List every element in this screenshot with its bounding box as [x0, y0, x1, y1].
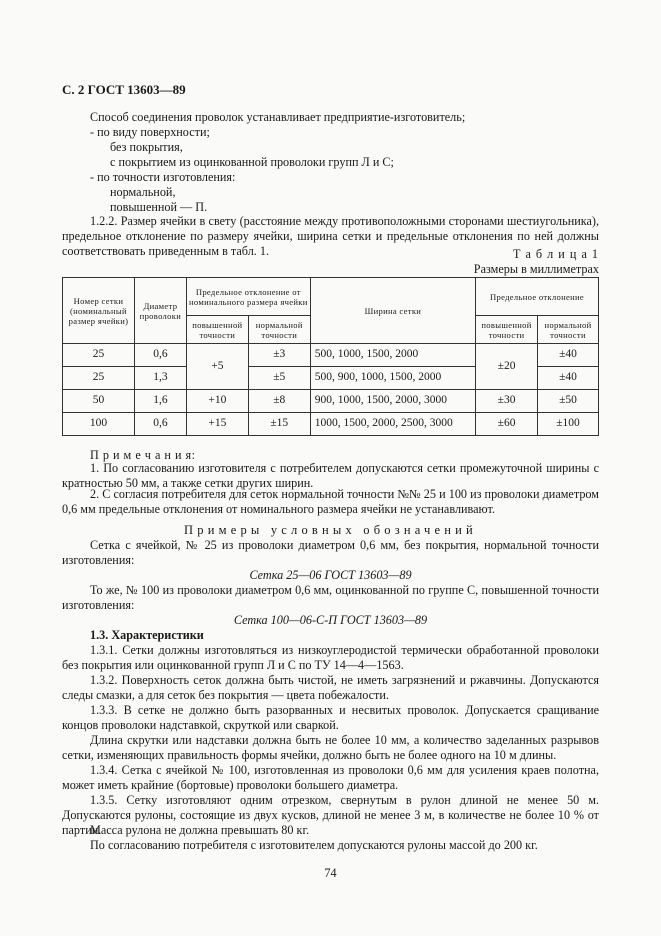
cell: ±40	[538, 367, 599, 390]
table-row	[63, 344, 599, 367]
paragraph-1-3-3-b: Длина скрутки или надставки должна быть не более 10 мм, а количество заделанных разрывов сетки, изменяющих правильность формы ячейки, должно быть не более одного на 10 м длины.	[62, 733, 599, 763]
cell: ±8	[248, 390, 310, 413]
cell: ±5	[248, 367, 310, 390]
paragraph-1-3-2: 1.3.2. Поверхность сеток должна быть чистой, не иметь загрязнений и ржавчины. Допускаются следы смазки, а для сеток без покрытия — цвета побежалости.	[62, 673, 599, 703]
col-header-normal: нормальной точности	[248, 316, 310, 344]
cell: ±60	[476, 413, 538, 436]
cell: ±3	[248, 344, 310, 367]
paragraph-1-3-5-c: По согласованию потребителя с изготовителем допускаются рулоны массой до 200 кг.	[90, 838, 538, 852]
table-caption: Т а б л и ц а 1	[512, 247, 599, 261]
intro-line: - по виду поверхности;	[90, 125, 210, 139]
table-row	[63, 413, 599, 436]
cell: ±40	[538, 344, 599, 367]
note-2: 2. С согласия потребителя для сеток нормальной точности №№ 25 и 100 из проволоки диаметром 0,6 мм предельные отклонения от номинального размера ячейки не устанавливают.	[62, 487, 599, 517]
col-header-increased: повышенной точности	[186, 316, 248, 344]
intro-line: Способ соединения проволок устанавливает предприятие-изготовитель;	[90, 110, 466, 124]
cell: 0,6	[134, 413, 186, 436]
examples-title: Примеры условных обозначений	[184, 523, 477, 537]
intro-line: повышенной — П.	[110, 200, 208, 214]
note-1: 1. По согласованию изготовителя с потребителем допускаются сетки промежуточной ширины с кратностью 50 мм, а также сетки других ширин.	[62, 461, 599, 491]
intro-line: нормальной,	[110, 185, 176, 199]
col-header-deviation: Предельное отклонение	[476, 278, 599, 316]
col-header-normal: нормальной точности	[538, 316, 599, 344]
paragraph-1-3-1: 1.3.1. Сетки должны изготовляться из низкоуглеродистой термически обработанной проволоки без покрытия или оцинкованной групп Л и С по ТУ 14—4—1563.	[62, 643, 599, 673]
paragraph-1-3-3: 1.3.3. В сетке не должно быть разорванных и несвитых проволок. Допускается сращивание концов проволоки надставкой, скруткой или сваркой.	[62, 703, 599, 733]
cell: 1,6	[134, 390, 186, 413]
col-header-diameter: Диаметр проволоки	[134, 278, 186, 344]
table-units: Размеры в миллиметрах	[473, 262, 599, 276]
cell: 100	[63, 413, 135, 436]
table-1	[62, 277, 599, 436]
cell: 50	[63, 390, 135, 413]
intro-line: с покрытием из оцинкованной проволоки групп Л и С;	[110, 155, 394, 169]
example-2: То же, № 100 из проволоки диаметром 0,6 мм, оцинкованной по группе С, повышенной точности изготовления:	[62, 583, 599, 613]
paragraph-1-3-5-b: Масса рулона не должна превышать 80 кг.	[90, 823, 310, 837]
paragraph-1-3-4: 1.3.4. Сетка с ячейкой № 100, изготовленная из проволоки 0,6 мм для усиления краев полотна, может иметь крайние (бортовые) проволоки большего диаметра.	[62, 763, 599, 793]
example-1: Сетка с ячейкой, № 25 из проволоки диаметром 0,6 мм, без покрытия, нормальной точности изготовления:	[62, 538, 599, 568]
page-number: 74	[324, 866, 337, 880]
cell: 1000, 1500, 2000, 2500, 3000	[310, 413, 475, 436]
cell: +5	[186, 344, 248, 390]
intro-line: - по точности изготовления:	[90, 170, 236, 184]
col-header-cell-deviation: Предельное отклонение от номинального размера ячейки	[186, 278, 310, 316]
cell: ±100	[538, 413, 599, 436]
paragraph-1-2-2: 1.2.2. Размер ячейки в свету (расстояние между противоположными сторонами шестиугольника), предельное отклонение по размеру ячейки, ширина сетки и предельные отклонения по ней должны соответствовать приведенным в табл. 1.	[62, 214, 599, 259]
col-header-increased: повышенной точности	[476, 316, 538, 344]
cell: 900, 1000, 1500, 2000, 3000	[310, 390, 475, 413]
col-header-width: Ширина сетки	[310, 278, 475, 344]
cell: +15	[186, 413, 248, 436]
designation-1: Сетка 25—06 ГОСТ 13603—89	[249, 568, 412, 582]
cell: 1,3	[134, 367, 186, 390]
cell: 500, 900, 1000, 1500, 2000	[310, 367, 475, 390]
cell: +10	[186, 390, 248, 413]
cell: ±20	[476, 344, 538, 390]
col-header-mesh: Номер сетки (номинальный размер ячейки)	[63, 278, 135, 344]
table-row	[63, 390, 599, 413]
cell: 0,6	[134, 344, 186, 367]
cell: 25	[63, 367, 135, 390]
intro-line: без покрытия,	[110, 140, 183, 154]
page-header: С. 2 ГОСТ 13603—89	[62, 82, 186, 97]
cell: 500, 1000, 1500, 2000	[310, 344, 475, 367]
cell: ±30	[476, 390, 538, 413]
cell: ±50	[538, 390, 599, 413]
designation-2: Сетка 100—06-С-П ГОСТ 13603—89	[233, 613, 428, 627]
cell: 25	[63, 344, 135, 367]
section-title: 1.3. Характеристики	[90, 628, 204, 642]
notes-title: П р и м е ч а н и я:	[90, 448, 196, 462]
paragraph-1-3-5: 1.3.5. Сетку изготовляют одним отрезком, свернутым в рулон длиной не менее 50 м. Допускаются рулоны, состоящие из двух кусков, длиной не менее 3 м, в количестве не более 10 % от партии.	[62, 793, 599, 838]
cell: ±15	[248, 413, 310, 436]
